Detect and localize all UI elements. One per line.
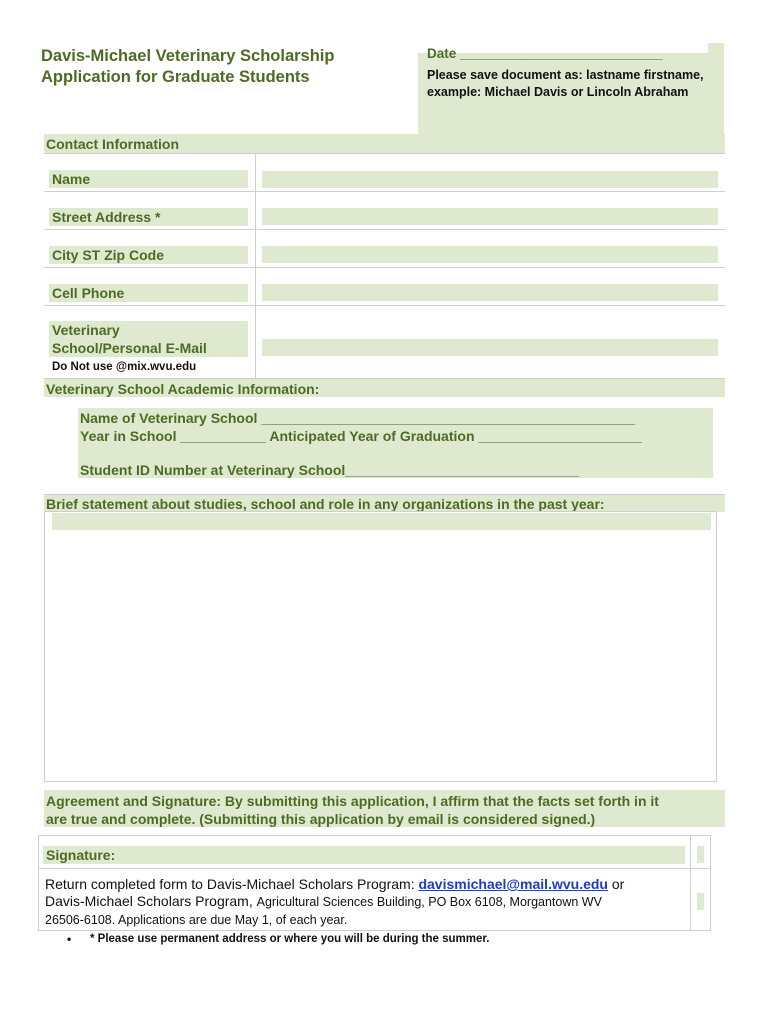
footnote-bullet: • <box>67 932 72 946</box>
save-instructions: Please save document as: lastname firstname, example: Michael Davis or Lincoln Abraham <box>427 68 704 99</box>
email-label-line-2: School/Personal E-Mail <box>52 340 207 356</box>
statement-textarea[interactable] <box>44 511 717 782</box>
signature-band <box>43 846 685 864</box>
address-part-2: 26506-6108. Applications are due May 1, of each year. <box>45 913 348 927</box>
city-state-zip-label: City ST Zip Code <box>49 246 248 264</box>
agreement-line-1: Agreement and Signature: By submitting this application, I affirm that the facts set forth in it <box>46 793 659 809</box>
title-line-1: Davis-Michael Veterinary Scholarship <box>41 47 335 65</box>
signature-input[interactable] <box>697 846 704 863</box>
agreement-text <box>46 792 722 828</box>
date-field[interactable]: Date ___________________________ <box>427 46 663 61</box>
return-input[interactable] <box>697 893 704 910</box>
address-part-1: Agricultural Sciences Building, PO Box 6108, Morgantown WV <box>256 895 602 909</box>
email-input[interactable] <box>262 339 718 356</box>
contact-row-divider <box>44 267 725 268</box>
contact-column-divider <box>255 153 256 378</box>
name-label: Name <box>49 170 248 188</box>
academic-heading: Veterinary School Academic Information: <box>44 378 725 397</box>
return-instructions <box>45 876 685 929</box>
return-prefix: Return completed form to Davis-Michael Scholars Program: <box>45 876 419 892</box>
contact-row-divider <box>44 191 725 192</box>
email-link[interactable]: davismichael@mail.wvu.edu <box>418 876 608 892</box>
cell-phone-input[interactable] <box>262 284 718 301</box>
title-line-2: Application for Graduate Students <box>41 68 310 86</box>
form-title <box>41 46 401 88</box>
signature-row-divider <box>39 868 710 869</box>
year-in-school-field[interactable]: Year in School ___________ Anticipated Year of Graduation _____________________ <box>80 428 642 444</box>
student-id-field[interactable]: Student ID Number at Veterinary School______________________________ <box>80 462 579 478</box>
name-input[interactable] <box>262 171 718 188</box>
contact-heading: Contact Information <box>44 134 725 153</box>
statement-heading: Brief statement about studies, school and role in any organizations in the past year: <box>44 494 725 512</box>
street-address-label: Street Address * <box>49 208 248 226</box>
footnote-text: * Please use permanent address or where you will be during the summer. <box>90 933 490 945</box>
email-note: Do Not use @mix.wvu.edu <box>52 361 197 373</box>
school-name-field[interactable]: Name of Veterinary School ________________________________________________ <box>80 410 636 426</box>
contact-row-divider <box>44 305 725 306</box>
email-label <box>49 321 248 357</box>
cell-phone-label: Cell Phone <box>49 284 248 302</box>
return-or: or <box>607 876 625 892</box>
signature-column-divider <box>690 836 691 930</box>
contact-row-divider <box>44 229 725 230</box>
contact-row-divider <box>44 153 725 154</box>
city-state-zip-input[interactable] <box>262 246 718 263</box>
program-name: Davis-Michael Scholars Program, <box>45 893 257 909</box>
statement-input-line[interactable] <box>52 513 711 530</box>
agreement-line-2: are true and complete. (Submitting this application by email is considered signed.) <box>46 811 596 827</box>
email-label-line-1: Veterinary <box>52 322 120 338</box>
street-address-input[interactable] <box>262 208 718 225</box>
signature-label: Signature: <box>46 847 116 863</box>
